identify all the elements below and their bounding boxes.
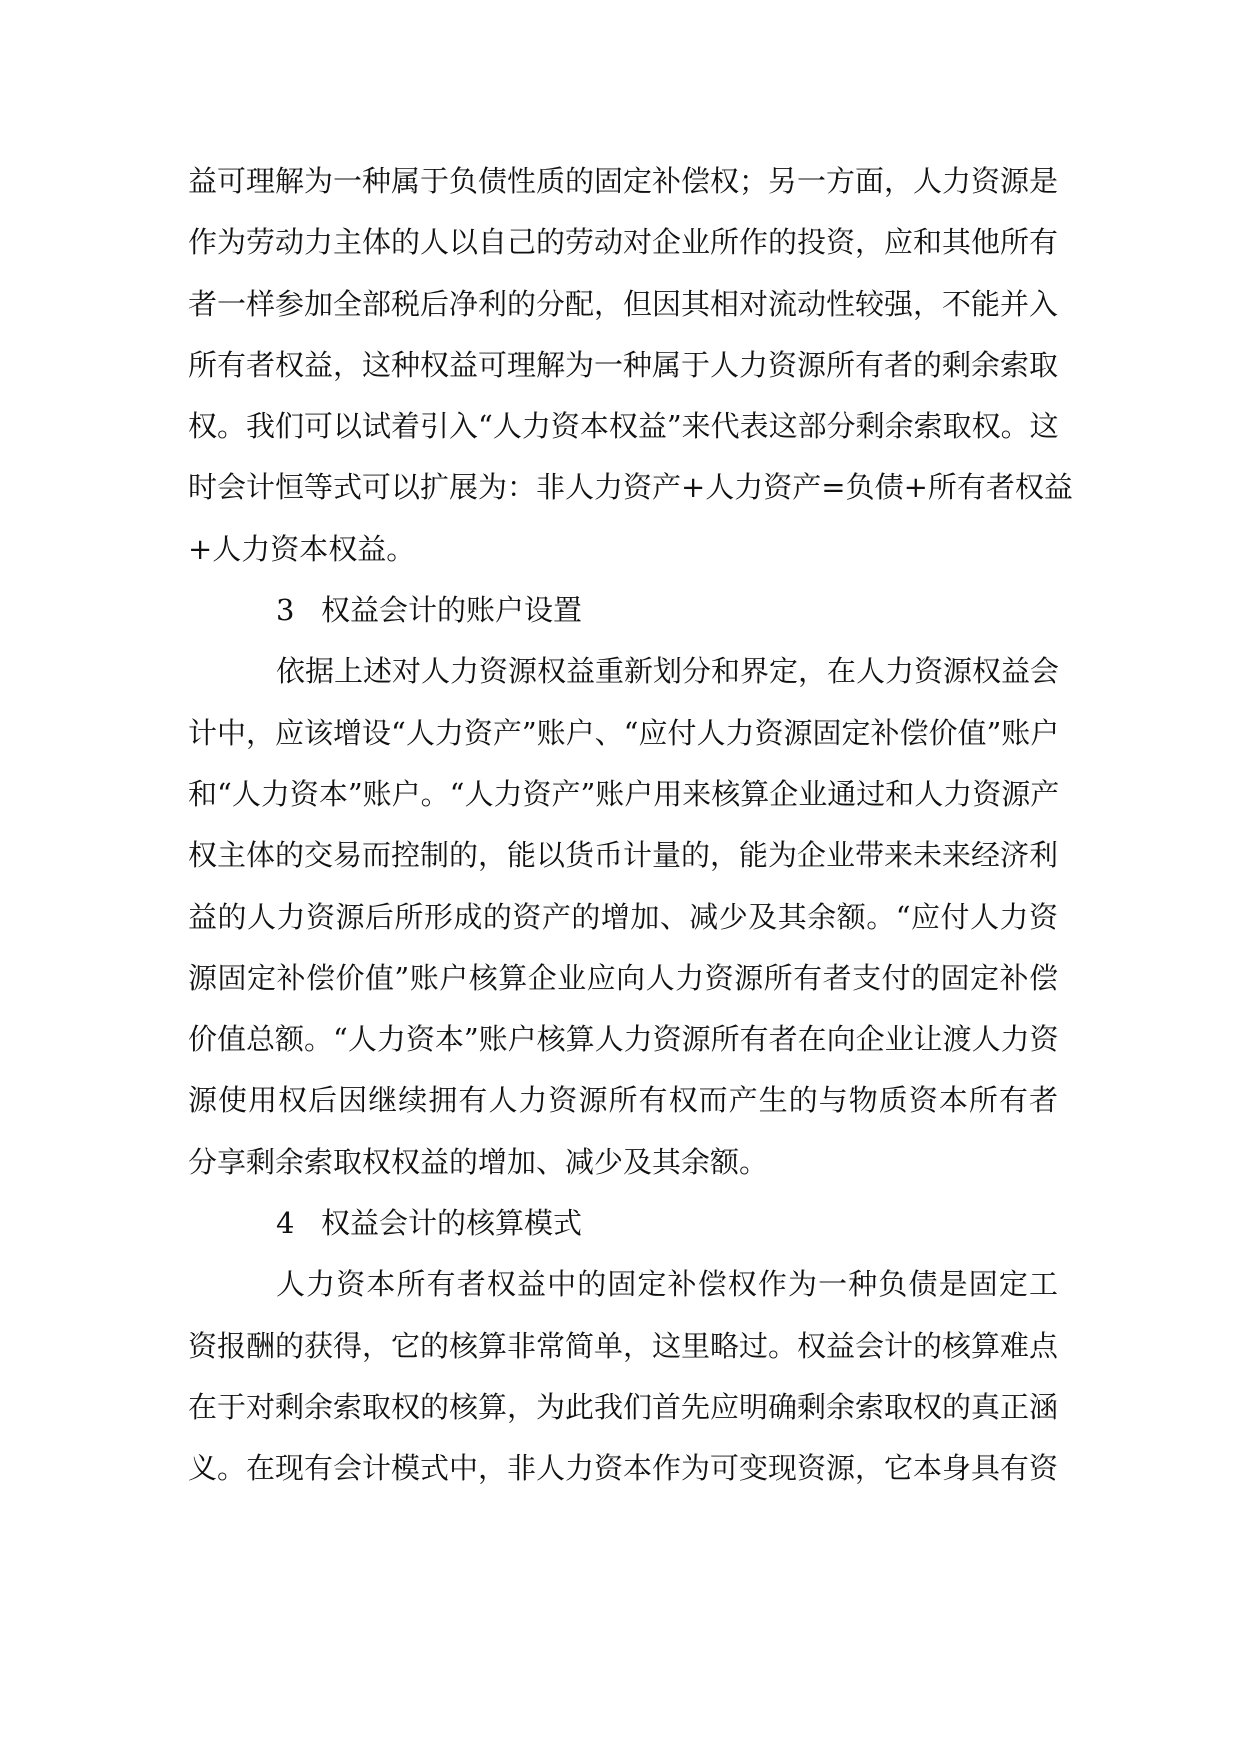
text-line: 作为劳动力主体的人以自己的劳动对企业所作的投资，应和其他所有: [188, 225, 1059, 260]
section-heading-account-setup: [188, 580, 1058, 641]
text-line: 分享剩余索取权权益的增加、减少及其余额。: [188, 1144, 769, 1179]
text-line: 权。我们可以试着引入“人力资本权益”来代表这部分剩余索取权。这: [188, 409, 1059, 444]
section-title: 权益会计的账户设置: [321, 593, 583, 628]
section-number: 4: [276, 1206, 295, 1241]
text-line: 和“人力资本”账户。“人力资产”账户用来核算企业通过和人力资源产: [188, 776, 1060, 811]
paragraph-account-setup: [188, 641, 1058, 1193]
text-line: 计中，应该增设“人力资产”账户、“应付人力资源固定补偿价值”账户: [188, 715, 1060, 750]
paragraph-fixed-compensation: [188, 151, 1073, 580]
text-line: 源固定补偿价值”账户核算企业应向人力资源所有者支付的固定补偿: [188, 960, 1058, 995]
section-heading-accounting-model: [188, 1193, 1058, 1254]
document-page: [188, 151, 1073, 1500]
paragraph-accounting-model: [188, 1254, 1058, 1499]
text-line: +人力资本权益。: [188, 531, 416, 566]
text-line: 者一样参加全部税后净利的分配，但因其相对流动性较强，不能并入: [188, 286, 1059, 321]
text-line: 益可理解为一种属于负债性质的固定补偿权；另一方面，人力资源是: [188, 164, 1059, 198]
text-line: 人力资本所有者权益中的固定补偿权作为一种负债是固定工: [276, 1267, 1058, 1302]
section-title: 权益会计的核算模式: [321, 1206, 583, 1241]
text-line: 义。在现有会计模式中，非人力资本作为可变现资源，它本身具有资: [188, 1451, 1059, 1486]
text-line: 时会计恒等式可以扩展为：非人力资产+人力资产=负债+所有者权益: [188, 470, 1073, 505]
text-line: 依据上述对人力资源权益重新划分和界定，在人力资源权益会: [276, 654, 1060, 689]
text-line: 所有者权益，这种权益可理解为一种属于人力资源所有者的剩余索取: [188, 347, 1059, 382]
text-line: 资报酬的获得，它的核算非常简单，这里略过。权益会计的核算难点: [188, 1328, 1059, 1363]
text-line: 权主体的交易而控制的，能以货币计量的，能为企业带来未来经济利: [188, 838, 1059, 873]
text-line: 在于对剩余索取权的核算，为此我们首先应明确剩余索取权的真正涵: [188, 1389, 1059, 1424]
text-line: 源使用权后因继续拥有人力资源所有权而产生的与物质资本所有者: [188, 1083, 1058, 1118]
text-line: 益的人力资源后所形成的资产的增加、减少及其余额。“应付人力资: [188, 899, 1058, 934]
section-number: 3: [276, 593, 295, 628]
text-line: 价值总额。“人力资本”账户核算人力资源所有者在向企业让渡人力资: [188, 1022, 1059, 1057]
